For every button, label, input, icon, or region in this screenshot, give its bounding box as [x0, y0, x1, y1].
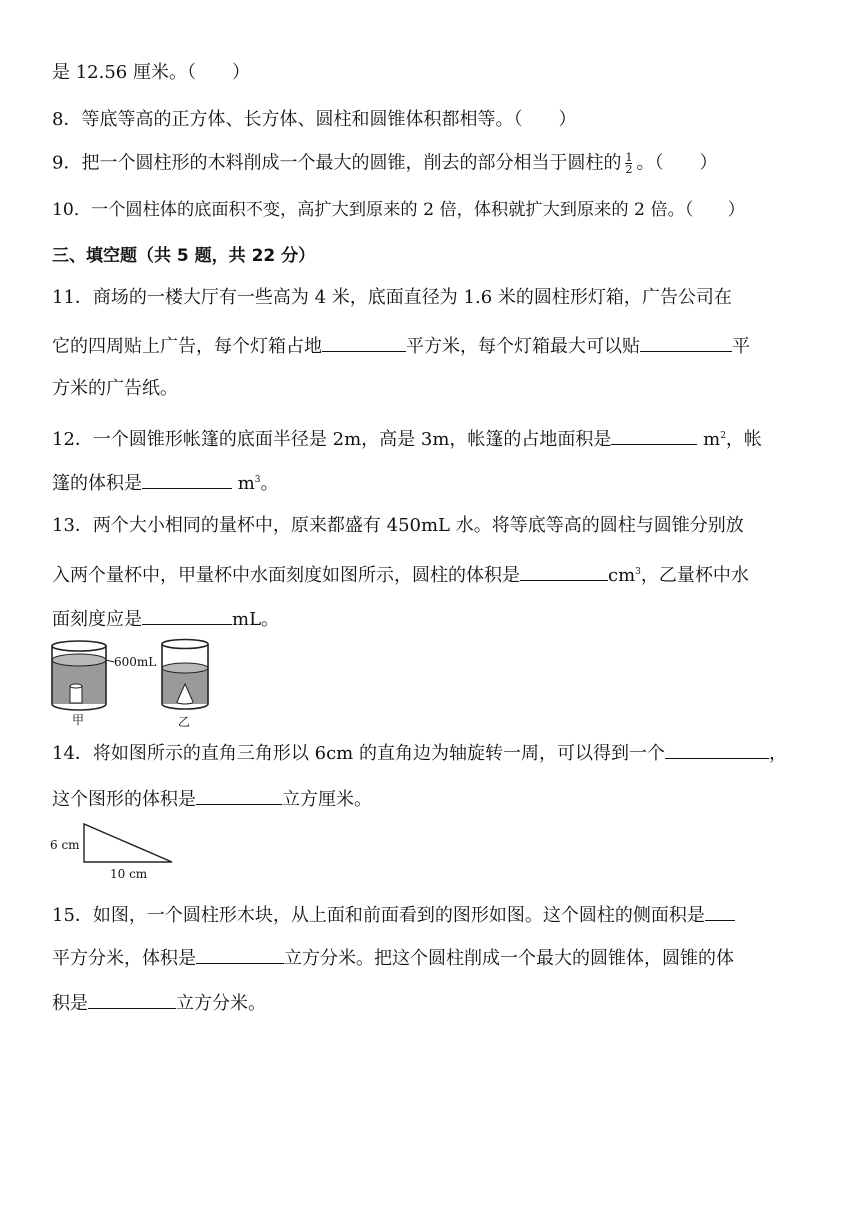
fraction-denominator: 2 [625, 163, 633, 176]
cup-label-yi: 乙 [178, 715, 191, 729]
q15-text-d: 积是 [52, 993, 88, 1014]
q11-text-a: 它的四周贴上广告，每个灯箱占地 [52, 336, 322, 357]
question-15-line-1 [52, 902, 735, 927]
answer-blank[interactable] [88, 990, 176, 1009]
q15-text-c: 立方分米。把这个圆柱削成一个最大的圆锥体，圆锥的体 [284, 948, 734, 969]
q13-text-d: 面刻度应是 [52, 609, 142, 630]
question-13-line-3 [52, 606, 279, 631]
q14-text-c: 这个图形的体积是 [52, 789, 196, 810]
question-13-line-1: 13．两个大小相同的量杯中，原来都盛有 450mL 水。将等底等高的圆柱与圆锥分别放 [52, 515, 744, 536]
question-13-line-2 [52, 561, 749, 587]
q12-unit: m [697, 429, 721, 450]
question-8: 8．等底等高的正方体、长方体、圆柱和圆锥体积都相等。（ ） [52, 109, 577, 130]
question-7-tail: 是 12.56 厘米。（ ） [52, 62, 250, 83]
q12-unit-2: m [232, 473, 255, 494]
q12-text-a: 12．一个圆锥形帐篷的底面半径是 2m，高是 3m，帐篷的占地面积是 [52, 429, 612, 450]
answer-blank[interactable] [520, 562, 608, 581]
q12-text-d: 篷的体积是 [52, 473, 142, 494]
q15-text-b: 平方分米，体积是 [52, 948, 196, 969]
answer-blank[interactable] [640, 333, 732, 352]
question-10: 10．一个圆柱体的底面积不变，高扩大到原来的 2 倍，体积就扩大到原来的 2 倍。（ ） [52, 200, 745, 220]
right-triangle [84, 824, 172, 862]
question-14-line-2 [52, 786, 372, 811]
q13-text-a: 入两个量杯中，甲量杯中水面刻度如图所示，圆柱的体积是 [52, 565, 520, 586]
q12-unit-sup: 2 [720, 431, 726, 441]
answer-blank[interactable] [322, 333, 406, 352]
question-9-text: 9．把一个圆柱形的木料削成一个最大的圆锥，削去的部分相当于圆柱的 [52, 152, 622, 174]
question-15-line-3 [52, 990, 266, 1015]
volume-label-600ml: 600mL [114, 655, 157, 669]
cup-jia [52, 641, 114, 710]
answer-blank[interactable] [196, 945, 284, 964]
measuring-cups-figure [46, 638, 216, 730]
triangle-base-label: 10 cm [110, 867, 148, 881]
question-14-line-1 [52, 740, 787, 765]
fraction-one-half [625, 152, 632, 175]
q13-unit: cm [608, 565, 636, 586]
q13-unit-sup: 3 [635, 567, 641, 577]
q12-text-e: 。 [260, 473, 279, 494]
cup-label-jia: 甲 [72, 713, 85, 727]
answer-blank[interactable] [705, 902, 735, 921]
answer-blank[interactable] [142, 470, 232, 489]
q14-text-b: ， [768, 743, 787, 764]
q13-unit-ml: mL。 [232, 609, 280, 630]
q15-text-a: 15．如图，一个圆柱形木块，从上面和前面看到的图形如图。这个圆柱的侧面积是 [52, 905, 705, 926]
triangle-side-label: 6 cm [50, 838, 80, 852]
question-11-line-3: 方米的广告纸。 [52, 378, 178, 399]
question-12-line-2 [52, 469, 279, 495]
answer-blank[interactable] [611, 426, 697, 445]
q15-text-e: 立方分米。 [176, 993, 266, 1014]
right-triangle-figure [48, 820, 180, 884]
question-9-tail: 。（ ） [636, 152, 718, 174]
q11-text-c: 平 [732, 336, 750, 357]
q11-text-b: 平方米，每个灯箱最大可以贴 [406, 336, 640, 357]
question-9 [52, 152, 717, 175]
question-12-line-1 [52, 425, 762, 451]
question-11-line-2 [52, 333, 750, 358]
question-11-line-1: 11．商场的一楼大厅有一些高为 4 米，底面直径为 1.6 米的圆柱形灯箱，广告公司在 [52, 287, 732, 308]
q13-text-c: ，乙量杯中水 [640, 565, 749, 586]
cup-yi [162, 640, 208, 710]
answer-blank[interactable] [142, 606, 232, 625]
question-15-line-2 [52, 945, 734, 970]
answer-blank[interactable] [665, 740, 769, 759]
answer-blank[interactable] [196, 786, 282, 805]
fraction-numerator: 1 [625, 151, 633, 164]
q12-unit-2-sup: 3 [254, 475, 261, 485]
q14-text-d: 立方厘米。 [282, 789, 372, 810]
q14-text-a: 14．将如图所示的直角三角形以 6cm 的直角边为轴旋转一周，可以得到一个 [52, 743, 665, 764]
section-3-title: 三、填空题（共 5 题，共 22 分） [52, 246, 316, 266]
q12-text-c: ，帐 [725, 429, 762, 450]
